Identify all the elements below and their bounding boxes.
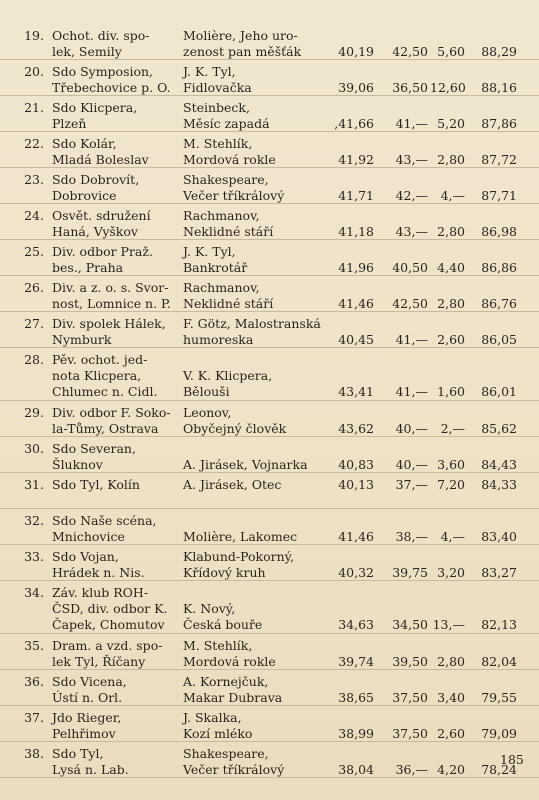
play-title-line: Molière, Jeho uro- xyxy=(183,28,298,43)
ensemble-name xyxy=(52,208,151,240)
row-number: 24. xyxy=(24,208,44,223)
ensemble-name xyxy=(52,638,162,670)
row-number: 25. xyxy=(24,244,44,259)
ensemble-name xyxy=(52,405,171,437)
table-row xyxy=(0,96,539,132)
play-title-line: Neklidné stáří xyxy=(183,224,274,239)
play-title-line: A. Kornejčuk, xyxy=(183,674,269,689)
ensemble-name-line: lek, Semily xyxy=(52,44,122,59)
play-title xyxy=(183,64,252,96)
score-4: 83,27 xyxy=(481,565,517,580)
row-number: 27. xyxy=(24,316,44,331)
play-title xyxy=(183,746,284,778)
row-number: 37. xyxy=(24,710,44,725)
score-1: 43,41 xyxy=(338,384,374,399)
score-3: 4,— xyxy=(440,529,465,544)
play-title-line: Večer tříkrálový xyxy=(183,188,285,203)
score-4: 87,86 xyxy=(481,116,517,131)
score-1: 40,19 xyxy=(338,44,374,59)
row-number: 32. xyxy=(24,513,44,528)
ensemble-name-line: Ústí n. Orl. xyxy=(52,690,123,705)
ensemble-name-line: Osvět. sdružení xyxy=(52,208,151,223)
table-row xyxy=(0,509,539,545)
play-title-line xyxy=(183,441,308,457)
ensemble-name-line: Sdo Naše scéna, xyxy=(52,513,157,528)
play-title xyxy=(183,136,276,168)
score-4: 86,98 xyxy=(481,224,517,239)
row-number: 31. xyxy=(24,477,44,492)
ensemble-name xyxy=(52,280,171,312)
score-4: 79,55 xyxy=(481,690,517,705)
score-4: 79,09 xyxy=(481,726,517,741)
ensemble-name-line: Sdo Dobrovít, xyxy=(52,172,140,187)
play-title-line: Měsíc zapadá xyxy=(183,116,270,131)
ensemble-name-line: Haná, Vyškov xyxy=(52,224,138,239)
ensemble-name-line: ČSD, div. odbor K. xyxy=(52,601,168,616)
ensemble-name-line: Lysá n. Lab. xyxy=(52,762,129,777)
score-3: 2,80 xyxy=(437,152,465,167)
table-row xyxy=(0,634,539,670)
ensemble-name xyxy=(52,549,145,581)
ensemble-name-line: Plzeň xyxy=(52,116,87,131)
table-row xyxy=(0,706,539,742)
score-1: 41,46 xyxy=(338,529,374,544)
score-1: 39,06 xyxy=(338,80,374,95)
score-3: 4,40 xyxy=(437,260,465,275)
row-number: 28. xyxy=(24,352,44,367)
ensemble-name-line: Sdo Vicena, xyxy=(52,674,127,689)
row-number: 20. xyxy=(24,64,44,79)
play-title xyxy=(183,513,297,545)
play-title xyxy=(183,172,284,204)
table-row xyxy=(0,670,539,706)
score-3: 12,60 xyxy=(430,80,466,95)
ensemble-name xyxy=(52,28,150,60)
ensemble-name-line: Sdo Kolár, xyxy=(52,136,117,151)
score-2: 34,50 xyxy=(392,617,428,632)
score-1: 41,71 xyxy=(338,188,374,203)
play-title-line: Bankrotář xyxy=(183,260,248,275)
ensemble-name-line: la-Tůmy, Ostrava xyxy=(52,421,159,436)
score-2: 42,50 xyxy=(392,44,428,59)
play-title-line: zenost pan měšťák xyxy=(183,44,302,59)
play-title-line: J. K. Tyl, xyxy=(183,64,236,79)
score-4: 78,24 xyxy=(481,762,517,777)
score-2: 41,— xyxy=(395,384,428,399)
score-3: 3,20 xyxy=(437,565,465,580)
ensemble-name xyxy=(52,136,149,168)
score-3: 13,— xyxy=(432,617,465,632)
row-number: 36. xyxy=(24,674,44,689)
ensemble-name-line: Sdo Tyl, Kolín xyxy=(52,477,140,492)
table-row xyxy=(0,581,539,634)
score-2: 41,— xyxy=(395,116,428,131)
score-2: 42,50 xyxy=(392,296,428,311)
ensemble-name-line: Sdo Vojan, xyxy=(52,549,119,564)
ensemble-name xyxy=(52,100,137,132)
play-title-line xyxy=(183,513,297,529)
score-1: 41,46 xyxy=(338,296,374,311)
row-number: 38. xyxy=(24,746,44,761)
play-title xyxy=(183,28,301,60)
score-2: 37,50 xyxy=(392,726,428,741)
score-1: 39,74 xyxy=(338,654,374,669)
score-1: 40,45 xyxy=(338,332,374,347)
score-4: 82,04 xyxy=(481,654,517,669)
ensemble-name xyxy=(52,513,157,545)
play-title-line: Neklidné stáří xyxy=(183,296,274,311)
score-3: 2,— xyxy=(440,421,465,436)
score-4: 86,86 xyxy=(481,260,517,275)
score-2: 36,— xyxy=(395,762,428,777)
ensemble-name-line: Sdo Severan, xyxy=(52,441,136,456)
play-title-line: A. Jirásek, Vojnarka xyxy=(183,457,308,472)
score-4: 84,33 xyxy=(481,477,517,492)
play-title-line: Kozí mléko xyxy=(183,726,253,741)
score-4: 85,62 xyxy=(481,421,517,436)
table-row xyxy=(0,168,539,204)
play-title-line xyxy=(183,352,272,368)
ensemble-name-line: Div. odbor F. Soko- xyxy=(52,405,171,420)
score-3: 1,60 xyxy=(437,384,465,399)
play-title xyxy=(183,441,308,473)
score-4: 86,01 xyxy=(481,384,517,399)
play-title-line: Rachmanov, xyxy=(183,280,260,295)
ensemble-name-line: nost, Lomnice n. P. xyxy=(52,296,171,311)
row-number: 35. xyxy=(24,638,44,653)
ensemble-name-line: Dobrovice xyxy=(52,188,117,203)
play-title-line: Mordová rokle xyxy=(183,152,276,167)
score-2: 36,50 xyxy=(392,80,428,95)
table-row xyxy=(0,24,539,60)
score-3: 2,60 xyxy=(437,332,465,347)
score-2: 39,50 xyxy=(392,654,428,669)
ensemble-name-line: Pěv. ochot. jed- xyxy=(52,352,148,367)
ensemble-name xyxy=(52,172,139,204)
play-title-line: Mordová rokle xyxy=(183,654,276,669)
table-row xyxy=(0,348,539,401)
row-number: 33. xyxy=(24,549,44,564)
play-title-line: Rachmanov, xyxy=(183,208,260,223)
play-title-line: Česká bouře xyxy=(183,617,263,632)
ensemble-name xyxy=(52,244,153,276)
score-1: 38,65 xyxy=(338,690,374,705)
score-2: 41,— xyxy=(395,332,428,347)
play-title xyxy=(183,674,282,706)
score-3: 2,60 xyxy=(437,726,465,741)
score-2: 40,— xyxy=(395,457,428,472)
score-3: 4,20 xyxy=(437,762,465,777)
ensemble-name-line: Pelhřimov xyxy=(52,726,116,741)
score-2: 39,75 xyxy=(392,565,428,580)
play-title xyxy=(183,477,281,493)
play-title-line: V. K. Klicpera, xyxy=(183,368,273,383)
play-title-line: J. K. Tyl, xyxy=(183,244,236,259)
ensemble-name xyxy=(52,352,157,400)
row-number: 22. xyxy=(24,136,44,151)
ensemble-name-line: lek Tyl, Říčany xyxy=(52,654,146,669)
ensemble-name-line: nota Klicpera, xyxy=(52,368,142,383)
score-3: 2,80 xyxy=(437,224,465,239)
ensemble-name-line: Div. spolek Hálek, xyxy=(52,316,166,331)
score-1: 43,62 xyxy=(338,421,374,436)
score-4: 86,05 xyxy=(481,332,517,347)
score-2: 43,— xyxy=(395,152,428,167)
table-row xyxy=(0,545,539,581)
row-number: 26. xyxy=(24,280,44,295)
score-1: 34,63 xyxy=(338,617,374,632)
ensemble-name-line: Jdo Rieger, xyxy=(52,710,122,725)
table-row xyxy=(0,60,539,96)
play-title-line: Bělouši xyxy=(183,384,230,399)
table-row xyxy=(0,240,539,276)
score-3: 4,— xyxy=(440,188,465,203)
score-4: 82,13 xyxy=(481,617,517,632)
score-4: 87,71 xyxy=(481,188,517,203)
table-row xyxy=(0,401,539,437)
row-number: 23. xyxy=(24,172,44,187)
ensemble-name xyxy=(52,477,140,493)
score-2: 37,— xyxy=(395,477,428,492)
score-1: 40,32 xyxy=(338,565,374,580)
score-3: 5,60 xyxy=(437,44,465,59)
ensemble-name-line: Nymburk xyxy=(52,332,112,347)
ensemble-name-line: Dram. a vzd. spo- xyxy=(52,638,163,653)
score-2: 43,— xyxy=(395,224,428,239)
ensemble-name xyxy=(52,64,171,96)
score-4: 86,76 xyxy=(481,296,517,311)
play-title-line: A. Jirásek, Otec xyxy=(183,477,282,492)
play-title-line: Obyčejný člověk xyxy=(183,421,287,436)
score-2: 40,— xyxy=(395,421,428,436)
table-row xyxy=(0,742,539,778)
table-row xyxy=(0,204,539,240)
play-title-line: Křídový kruh xyxy=(183,565,266,580)
ensemble-name xyxy=(52,710,121,742)
play-title-line: Shakespeare, xyxy=(183,746,269,761)
ensemble-name xyxy=(52,316,166,348)
score-1: 41,96 xyxy=(338,260,374,275)
play-title-line: Makar Dubrava xyxy=(183,690,283,705)
table-row xyxy=(0,276,539,312)
ensemble-name-line: Záv. klub ROH- xyxy=(52,585,149,600)
play-title-line xyxy=(183,585,262,601)
play-title xyxy=(183,710,252,742)
ensemble-name-line: Mnichovice xyxy=(52,529,125,544)
score-1: 41,92 xyxy=(338,152,374,167)
play-title-line: F. Götz, Malostranská xyxy=(183,316,321,331)
ensemble-name-line: Mladá Boleslav xyxy=(52,152,149,167)
play-title xyxy=(183,280,273,312)
score-3: 2,80 xyxy=(437,654,465,669)
score-1: 40,83 xyxy=(338,457,374,472)
score-4: 88,29 xyxy=(481,44,517,59)
play-title-line: M. Stehlík, xyxy=(183,136,253,151)
ensemble-name-line: Chlumec n. Cidl. xyxy=(52,384,158,399)
ensemble-name-line: Čapek, Chomutov xyxy=(52,617,165,632)
score-3: 5,20 xyxy=(437,116,465,131)
score-1: 38,99 xyxy=(338,726,374,741)
score-3: 3,40 xyxy=(437,690,465,705)
table-row xyxy=(0,312,539,348)
score-3: 2,80 xyxy=(437,296,465,311)
ensemble-name-line: Div. a z. o. s. Svor- xyxy=(52,280,169,295)
play-title-line: humoreska xyxy=(183,332,254,347)
play-title-line: M. Stehlík, xyxy=(183,638,253,653)
ensemble-name-line: Šluknov xyxy=(52,457,103,472)
play-title xyxy=(183,100,270,132)
score-3: 3,60 xyxy=(437,457,465,472)
score-4: 88,16 xyxy=(481,80,517,95)
play-title xyxy=(183,208,273,240)
play-title xyxy=(183,549,294,581)
ensemble-name-line: Ochot. div. spo- xyxy=(52,28,150,43)
score-3: 7,20 xyxy=(437,477,465,492)
play-title-line: Molière, Lakomec xyxy=(183,529,298,544)
table-row xyxy=(0,437,539,473)
score-1: ,41,66 xyxy=(334,116,374,131)
ensemble-name-line: Div. odbor Praž. xyxy=(52,244,153,259)
results-table xyxy=(0,24,539,778)
play-title-line: J. Skalka, xyxy=(183,710,242,725)
row-number: 21. xyxy=(24,100,44,115)
score-2: 40,50 xyxy=(392,260,428,275)
play-title-line: Klabund-Pokorný, xyxy=(183,549,295,564)
play-title xyxy=(183,405,286,437)
ensemble-name xyxy=(52,585,168,633)
ensemble-name-line: Sdo Klicpera, xyxy=(52,100,138,115)
ensemble-name-line: Sdo Tyl, xyxy=(52,746,104,761)
ensemble-name xyxy=(52,746,129,778)
play-title xyxy=(183,352,272,400)
play-title-line: Steinbeck, xyxy=(183,100,250,115)
ensemble-name xyxy=(52,674,127,706)
score-2: 37,50 xyxy=(392,690,428,705)
row-number: 29. xyxy=(24,405,44,420)
score-2: 42,— xyxy=(395,188,428,203)
play-title-line: Večer tříkrálový xyxy=(183,762,285,777)
ensemble-name xyxy=(52,441,136,473)
score-2: 38,— xyxy=(395,529,428,544)
row-number: 34. xyxy=(24,585,44,600)
ensemble-name-line: Sdo Symposion, xyxy=(52,64,154,79)
table-row xyxy=(0,132,539,168)
score-4: 83,40 xyxy=(481,529,517,544)
play-title xyxy=(183,638,276,670)
play-title xyxy=(183,585,262,633)
ensemble-name-line: Hrádek n. Nis. xyxy=(52,565,145,580)
row-number: 19. xyxy=(24,28,44,43)
page-number: 185 xyxy=(500,752,524,767)
ensemble-name-line: bes., Praha xyxy=(52,260,124,275)
score-4: 84,43 xyxy=(481,457,517,472)
play-title xyxy=(183,316,321,348)
score-4: 87,72 xyxy=(481,152,517,167)
score-1: 40,13 xyxy=(338,477,374,492)
play-title-line: K. Nový, xyxy=(183,601,236,616)
play-title-line: Shakespeare, xyxy=(183,172,269,187)
score-1: 41,18 xyxy=(338,224,374,239)
row-number: 30. xyxy=(24,441,44,456)
score-1: 38,04 xyxy=(338,762,374,777)
play-title-line: Leonov, xyxy=(183,405,232,420)
play-title xyxy=(183,244,247,276)
play-title-line: Fidlovačka xyxy=(183,80,252,95)
table-row xyxy=(0,473,539,509)
ensemble-name-line: Třebechovice p. O. xyxy=(52,80,171,95)
